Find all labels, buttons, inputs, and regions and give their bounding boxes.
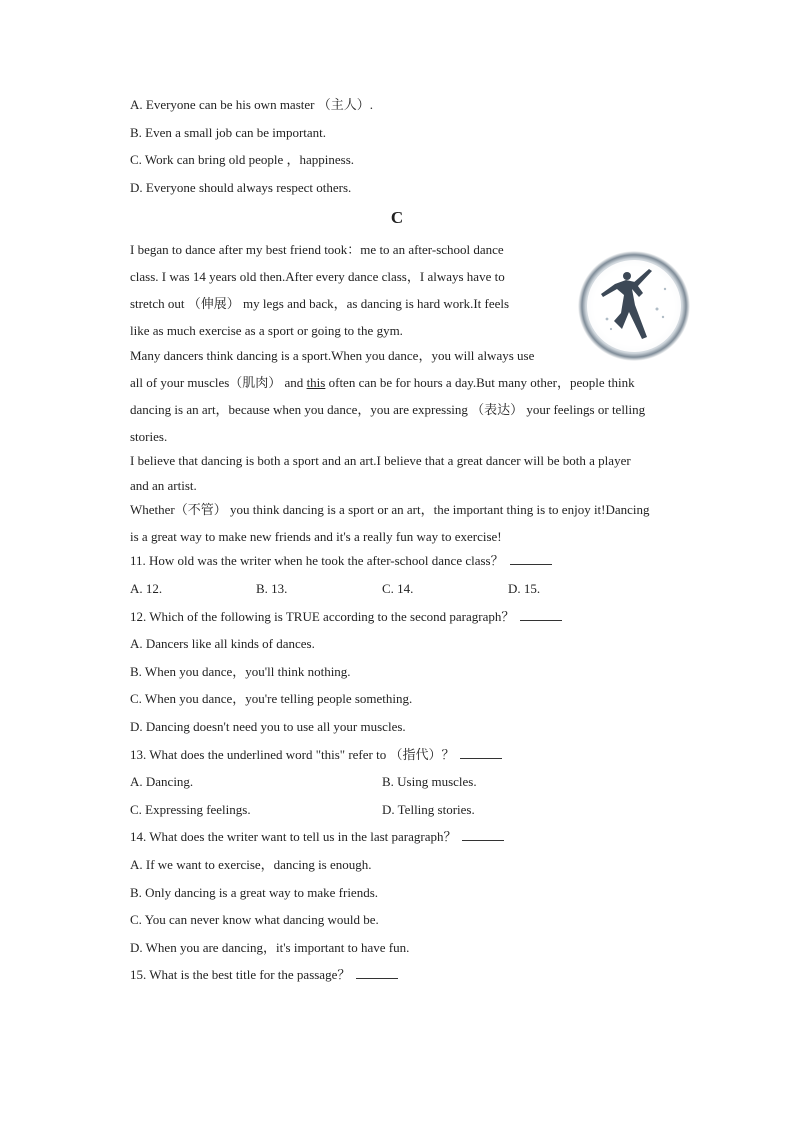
answer-blank-14[interactable] [462, 829, 504, 841]
question-12: 12. Which of the following is TRUE according to the second paragraph？ [130, 609, 562, 625]
question-14: 14. What does the writer want to tell us in the last paragraph？ [130, 829, 504, 845]
underlined-word-this: this [306, 375, 326, 390]
q12-option-a: A. Dancers like all kinds of dances. [130, 636, 315, 651]
passage-p2-line3: dancing is an art，because when you dance，you are expressing （表达） your feelings or telling [130, 402, 646, 417]
passage-p2-line1: Many dancers think dancing is a sport.When you dance，you will always use [130, 348, 535, 363]
passage-p4-line2: is a great way to make new friends and it's a really fun way to exercise! [130, 529, 502, 544]
passage-p2-line4: stories. [130, 429, 168, 444]
prev-option-a: A. Everyone can be his own master （主人）. [130, 97, 373, 112]
q14-option-d: D. When you are dancing，it's important to have fun. [130, 940, 410, 955]
answer-blank-13[interactable] [460, 747, 502, 759]
q13-option-b: B. Using muscles. [382, 774, 477, 789]
prev-option-b: B. Even a small job can be important. [130, 125, 327, 140]
question-15: 15. What is the best title for the passage？ [130, 967, 398, 983]
passage-p4-line1: Whether（不管） you think dancing is a sport or an art，the important thing is to enjoy it!Dancing [130, 502, 650, 517]
q14-option-a: A. If we want to exercise，dancing is enough. [130, 857, 372, 872]
p2-line2-before: all of your muscles（肌肉） and [130, 375, 307, 390]
q11-option-a: A. 12. [130, 581, 163, 596]
passage-p1-line1: I began to dance after my best friend took：me to an after-school dance [130, 242, 504, 257]
q13-option-d: D. Telling stories. [382, 802, 475, 817]
q12-option-d: D. Dancing doesn't need you to use all your muscles. [130, 719, 406, 734]
q11-option-d: D. 15. [508, 581, 541, 596]
answer-blank-12[interactable] [520, 609, 562, 621]
passage-p1-line3: stretch out （伸展） my legs and back，as dancing is hard work.It feels [130, 296, 510, 311]
q14-option-b: B. Only dancing is a great way to make friends. [130, 885, 379, 900]
passage-p2-line2 [130, 375, 635, 391]
q14-option-c: C. You can never know what dancing would be. [130, 912, 379, 927]
q12-option-b: B. When you dance，you'll think nothing. [130, 664, 351, 679]
q11-option-c: C. 14. [382, 581, 414, 596]
passage-p3-line2: and an artist. [130, 478, 197, 493]
q12-option-c: C. When you dance，you're telling people something. [130, 691, 413, 706]
prev-option-c: C. Work can bring old people ，happiness. [130, 152, 355, 167]
answer-blank-11[interactable] [510, 553, 552, 565]
prev-option-d: D. Everyone should always respect others. [130, 180, 352, 195]
question-11: 11. How old was the writer when he took the after-school dance class？ [130, 553, 552, 569]
passage-p3-line1: I believe that dancing is both a sport and an art.I believe that a great dancer will be both a player [130, 453, 631, 468]
question-13: 13. What does the underlined word "this" refer to （指代）？ [130, 747, 502, 763]
q13-option-a: A. Dancing. [130, 774, 194, 789]
passage-p1-line2: class. I was 14 years old then.After every dance class，I always have to [130, 269, 505, 284]
q11-option-b: B. 13. [256, 581, 288, 596]
passage-p1-line4: like as much exercise as a sport or going to the gym. [130, 323, 403, 338]
section-title: C [390, 208, 404, 227]
p2-line2-after: often can be for hours a day.But many other，people think [325, 375, 635, 390]
answer-blank-15[interactable] [356, 967, 398, 979]
dancer-illustration [577, 249, 692, 362]
q13-option-c: C. Expressing feelings. [130, 802, 251, 817]
